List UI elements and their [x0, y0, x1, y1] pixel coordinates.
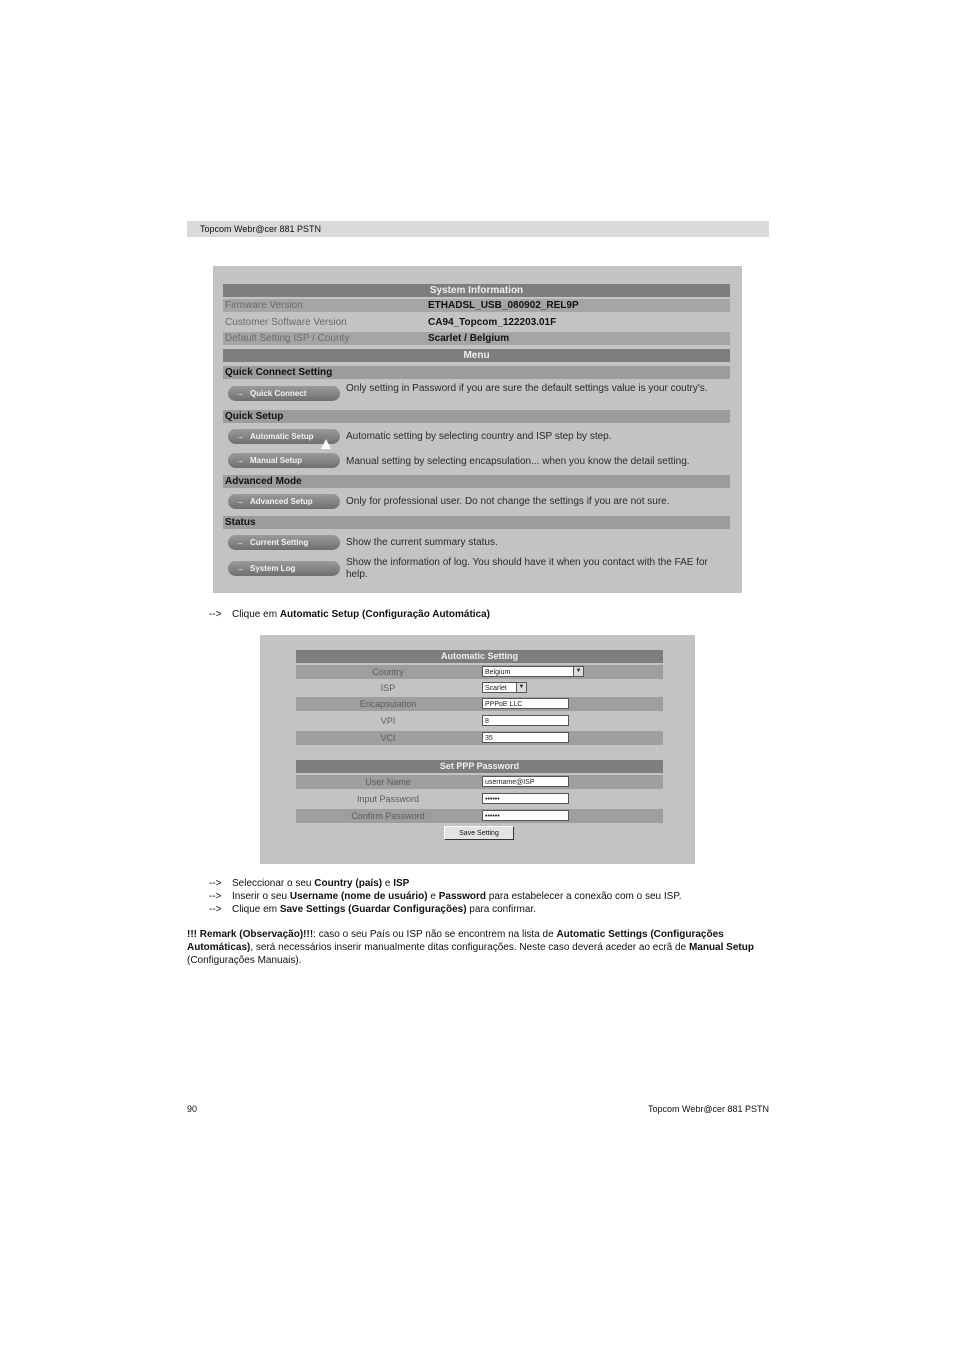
arrow-prefix: -->: [209, 609, 222, 620]
country-row: [296, 665, 663, 679]
isp-row: [296, 681, 663, 695]
button-label: Manual Setup: [250, 456, 303, 465]
bold: Password: [438, 891, 486, 902]
isp-select[interactable]: [482, 682, 527, 693]
text: e: [427, 891, 439, 902]
text: (Configurações Manuais).: [187, 955, 302, 966]
vci-label: VCI: [380, 733, 396, 743]
country-select[interactable]: [482, 666, 584, 677]
confirm-password-label: Confirm Password: [351, 811, 425, 821]
instruction-select-country: [209, 877, 409, 890]
arrow-prefix: -->: [209, 878, 222, 889]
info-row-default-isp: [223, 332, 730, 345]
confirm-password-row: [296, 809, 663, 823]
button-label: Automatic Setup: [250, 432, 314, 441]
advanced-setup-button[interactable]: [228, 494, 340, 509]
encapsulation-field[interactable]: PPPoE LLC: [482, 698, 569, 709]
section-advanced-mode: Advanced Mode: [223, 475, 730, 488]
system-log-button[interactable]: [228, 561, 340, 576]
bold: Save Settings (Guardar Configurações): [279, 904, 467, 915]
country-value: Belgium: [485, 669, 511, 676]
automatic-setting-screenshot: [260, 635, 695, 864]
text: , será necessários inserir manualmente ditas configurações. Neste caso deverá aceder ao ecrã de: [250, 942, 689, 953]
info-label: Firmware Version: [225, 300, 303, 311]
info-label: Default Setting ISP / County: [225, 333, 350, 344]
mouse-pointer-icon: [321, 439, 331, 449]
arrow-right-icon: →: [236, 456, 244, 465]
instruction-username-password: [209, 890, 682, 903]
text: Clique em: [232, 904, 280, 915]
text: Seleccionar o seu: [232, 878, 315, 889]
button-label: Advanced Setup: [250, 497, 313, 506]
arrow-right-icon: →: [236, 564, 244, 573]
automatic-setting-heading: Automatic Setting: [296, 650, 663, 663]
section-quick-setup: Quick Setup: [223, 410, 730, 423]
confirm-password-field[interactable]: ••••••: [482, 810, 569, 821]
system-log-desc: Show the information of log. You should have it when you contact with the FAE for help.: [346, 557, 708, 580]
input-password-row: [296, 792, 663, 806]
system-info-screenshot: [213, 266, 742, 593]
remark-paragraph: [187, 928, 769, 967]
text: e: [382, 878, 394, 889]
username-row: [296, 775, 663, 789]
bold: Username (nome de usuário): [289, 891, 428, 902]
bold: ISP: [393, 878, 410, 889]
system-info-heading: System Information: [223, 284, 730, 297]
manual-setup-button[interactable]: [228, 453, 340, 468]
quick-connect-button[interactable]: [228, 386, 340, 401]
arrow-right-icon: →: [236, 389, 244, 398]
info-row-firmware: [223, 299, 730, 312]
button-label: Quick Connect: [250, 389, 307, 398]
text: para confirmar.: [466, 904, 537, 915]
input-password-field[interactable]: ••••••: [482, 793, 569, 804]
ppp-password-heading: Set PPP Password: [296, 760, 663, 773]
manual-setup-desc: Manual setting by selecting encapsulation... when you know the detail setting.: [346, 456, 690, 467]
footer-title: Topcom Webr@cer 881 PSTN: [647, 1104, 769, 1114]
automatic-setup-desc: Automatic setting by selecting country and ISP step by step.: [346, 431, 612, 442]
remark-heading: !!! Remark (Observação)!!!: [187, 929, 314, 940]
header-title: Topcom Webr@cer 881 PSTN: [200, 224, 322, 234]
arrow-prefix: -->: [209, 904, 222, 915]
bold: Country (país): [314, 878, 383, 889]
vpi-row: [296, 714, 663, 728]
input-password-label: Input Password: [356, 794, 420, 804]
isp-label: ISP: [380, 683, 396, 693]
instruction-bold: Automatic Setup (Configuração Automática): [279, 609, 491, 620]
isp-value: Scarlet: [485, 685, 507, 692]
advanced-setup-desc: Only for professional user. Do not change the settings if you are not sure.: [346, 496, 670, 507]
page-number: 90: [187, 1104, 198, 1114]
country-label: Country: [372, 667, 404, 677]
arrow-right-icon: →: [236, 432, 244, 441]
chevron-down-icon: ▼: [573, 667, 583, 676]
arrow-right-icon: →: [236, 538, 244, 547]
button-label: System Log: [250, 564, 296, 573]
current-setting-desc: Show the current summary status.: [346, 537, 498, 548]
info-value: Scarlet / Belgium: [428, 333, 510, 344]
instruction-automatic-setup: [209, 608, 490, 621]
vpi-label: VPI: [380, 716, 396, 726]
vci-row: [296, 731, 663, 745]
vpi-field[interactable]: 8: [482, 715, 569, 726]
section-quick-connect: Quick Connect Setting: [223, 366, 730, 379]
instruction-save-settings: [209, 903, 536, 916]
vci-field[interactable]: 35: [482, 732, 569, 743]
current-setting-button[interactable]: [228, 535, 340, 550]
text: Inserir o seu: [232, 891, 290, 902]
bold: Manual Setup: [688, 942, 754, 953]
text: para estabelecer a conexão com o seu ISP.: [486, 891, 682, 902]
quick-connect-desc: Only setting in Password if you are sure the default settings value is your coutry's.: [346, 383, 708, 394]
encapsulation-label: Encapsulation: [359, 699, 417, 709]
text: : caso o seu País ou ISP não se encontrem na lista de: [313, 929, 557, 940]
arrow-prefix: -->: [209, 891, 222, 902]
bold: Automatic Settings (Configurações Automáticas): [187, 929, 724, 953]
info-row-software: [223, 316, 730, 329]
instruction-text: Clique em: [232, 609, 280, 620]
username-label: User Name: [365, 777, 411, 787]
button-label: Current Setting: [250, 538, 309, 547]
arrow-right-icon: →: [236, 497, 244, 506]
chevron-down-icon: ▼: [516, 683, 526, 692]
info-value: ETHADSL_USB_080902_REL9P: [428, 300, 579, 311]
menu-heading: Menu: [223, 349, 730, 362]
section-status: Status: [223, 516, 730, 529]
page-header-bar: [187, 221, 769, 237]
info-label: Customer Software Version: [225, 317, 347, 328]
info-value: CA94_Topcom_122203.01F: [428, 317, 557, 328]
save-setting-button[interactable]: Save Setting: [444, 826, 514, 840]
encapsulation-row: [296, 697, 663, 711]
username-field[interactable]: username@ISP: [482, 776, 569, 787]
